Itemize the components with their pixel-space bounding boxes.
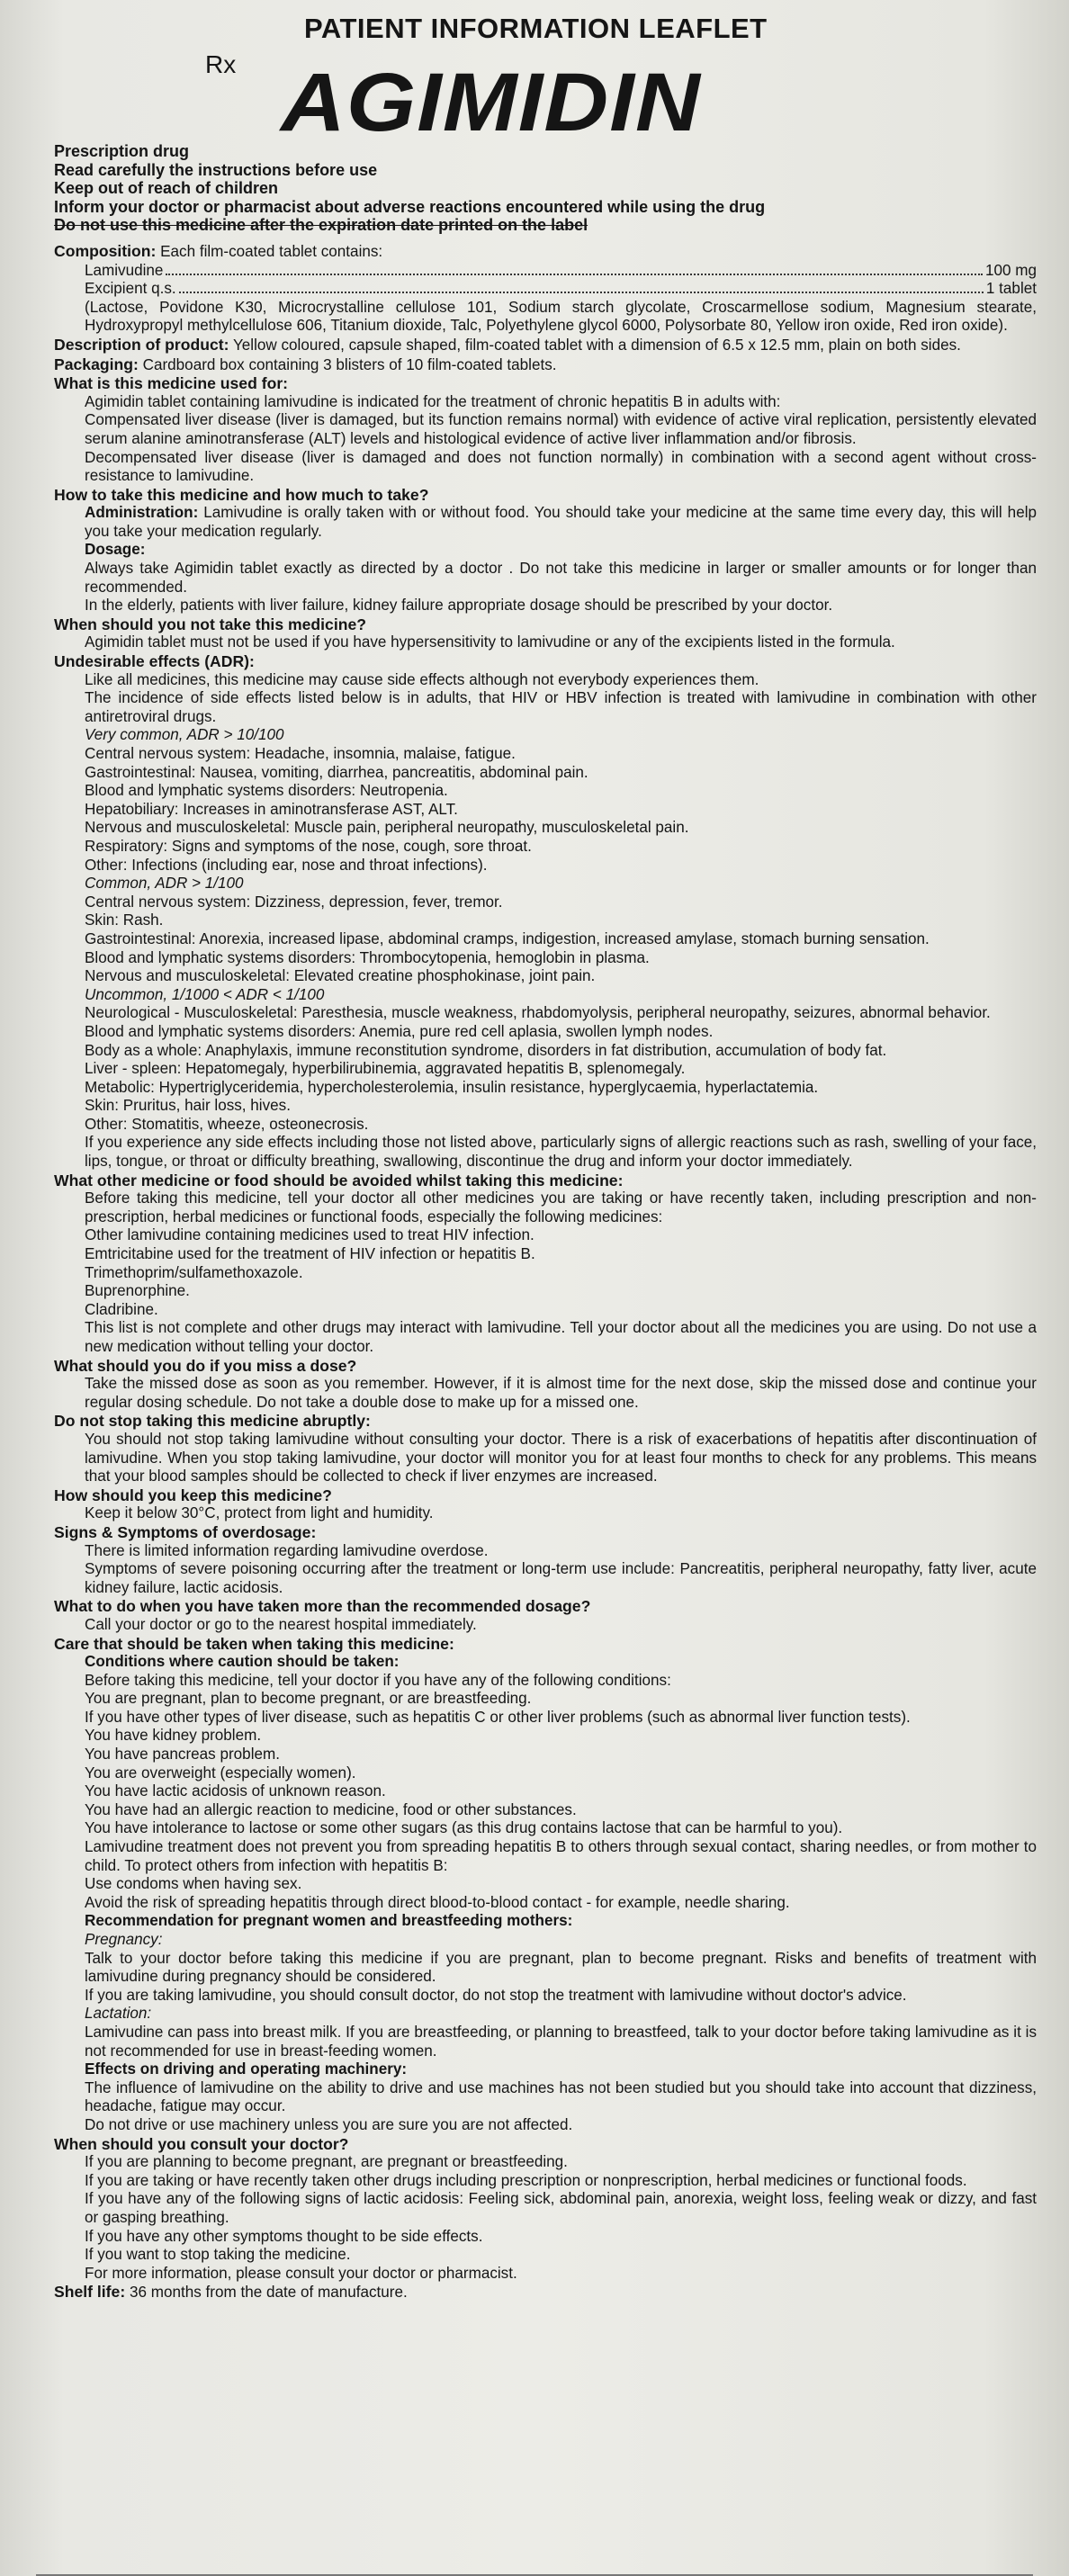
storage-text: Keep it below 30°C, protect from light and humidity. [85, 1504, 434, 1522]
caution-item: If you have other types of liver disease, such as hepatitis C or other liver problems (such as abnormal liver function tests). [85, 1708, 911, 1726]
overdose-signs-heading: Signs & Symptoms of overdosage: [54, 1522, 317, 1541]
caution-item: You have intolerance to lactose or some other sugars (as this drug contains lactose that can be harmful to you). [85, 1819, 843, 1837]
ingredient-name: Excipient q.s. [85, 280, 176, 298]
driving-line: Do not drive or use machinery unless you are sure you are not affected. [85, 2115, 573, 2133]
notice-prescription: Prescription drug [54, 142, 190, 160]
adr-line: Central nervous system: Headache, insomnia, malaise, fatigue. [85, 745, 516, 762]
composition-intro: Each film-coated tablet contains: [160, 242, 383, 260]
contraindication-text: Agimidin tablet must not be used if you have hypersensitivity to lamivudine or any of the excipients listed in the formula. [85, 633, 895, 651]
overdose-signs-line: Symptoms of severe poisoning occurring after the treatment or long-term use include: Pancreatitis, peripheral neuropathy, fatty liver, acute kidney failure, lactic acidosis. [85, 1560, 1037, 1596]
no-stop-section [54, 1412, 1037, 1485]
overdose-action-heading: What to do when you have taken more than the recommended dosage? [54, 1597, 591, 1616]
pregnancy-line: If you are taking lamivudine, you should consult doctor, do not stop the treatment with lamivudine without doctor's advice. [85, 1986, 907, 2004]
consult-line: If you have any other symptoms thought to be side effects. [85, 2227, 483, 2245]
adr-line: Metabolic: Hypertriglyceridemia, hypercholesterolemia, insulin resistance, hyperglycaemia, hyperlactatemia. [85, 1078, 819, 1096]
packaging-section [54, 355, 1037, 375]
interaction-line: Before taking this medicine, tell your doctor all other medicines you are taking or have recently taken, including prescription and non-prescription, herbal medicines or functional foods, especially the following medicines: [85, 1189, 1037, 1225]
notice-expiration: Do not use this medicine after the expiration date printed on the label [54, 216, 588, 235]
adr-frequency-label: Common, ADR > 1/100 [85, 875, 244, 893]
brand-name: AGIMIDIN [281, 57, 701, 148]
notice-inform-doctor: Inform your doctor or pharmacist about adverse reactions encountered while using the drug [54, 197, 766, 216]
description-section [54, 336, 1037, 355]
caution-item: Avoid the risk of spreading hepatitis through direct blood-to-blood contact - for example, needle sharing. [85, 1893, 790, 1911]
caution-item: You have kidney problem. [85, 1727, 262, 1745]
use-intro: Agimidin tablet containing lamivudine is indicated for the treatment of chronic hepatitis B in adults with: [85, 392, 781, 410]
driving-heading: Effects on driving and operating machinery: [85, 2060, 408, 2078]
administration-text: Lamivudine is orally taken with or without food. You should take your medicine at the same time every day, this will help you take your medication regularly. [85, 504, 1038, 540]
composition-section [54, 242, 1037, 336]
interaction-line: Cladribine. [85, 1300, 158, 1318]
missed-dose-heading: What should you do if you miss a dose? [54, 1356, 357, 1375]
pregnancy-line: Talk to your doctor before taking this medicine if you are pregnant, plan to become pregnant. Risks and benefits of treatment with lamivudine during pregnancy should be considered. [85, 1949, 1037, 1986]
interaction-line: Other lamivudine containing medicines used to treat HIV infection. [85, 1226, 534, 1244]
caution-item: Before taking this medicine, tell your doctor if you have any of the following conditions: [85, 1671, 671, 1689]
interaction-line: This list is not complete and other drugs may interact with lamivudine. Tell your doctor about all the medicines you are using. Do not use a new medication without telling your doctor. [85, 1319, 1037, 1355]
administration-heading: Administration: [85, 504, 199, 522]
adr-line: Like all medicines, this medicine may cause side effects although not everybody experiences them. [85, 670, 759, 688]
leader-dots [179, 292, 984, 293]
adr-line: Neurological - Musculoskeletal: Paresthesia, muscle weakness, rhabdomyolysis, peripheral neuropathy, seizures, abnormal behavior. [85, 1004, 991, 1022]
adr-line: Other: Stomatitis, wheeze, osteonecrosis. [85, 1115, 369, 1133]
composition-heading: Composition: [54, 241, 157, 260]
use-item: Compensated liver disease (liver is damaged, but its function remains normal) with evidence of active viral replication, persistently elevated serum alanine aminotransferase (ALT) levels and histological evidence of active liver inflammation and/or fibrosis. [85, 411, 1037, 447]
consult-line: If you are planning to become pregnant, are pregnant or breastfeeding. [85, 2153, 568, 2171]
ingredient-amount: 1 tablet [985, 280, 1037, 298]
packaging-heading: Packaging: [54, 355, 139, 373]
driving-line: The influence of lamivudine on the ability to drive and use machines has not been studied but you should take into account that dizziness, headache, fatigue may occur. [85, 2078, 1037, 2115]
storage-section [54, 1486, 1037, 1523]
dosage-item: In the elderly, patients with liver failure, kidney failure appropriate dosage should be prescribed by your doctor. [85, 597, 833, 615]
consult-line: If you have any of the following signs of lactic acidosis: Feeling sick, abdominal pain, anorexia, weight loss, feeling weak or dizzy, and fast or gasping breathing. [85, 2190, 1037, 2226]
ingredient-row [54, 262, 1037, 281]
howto-heading: How to take this medicine and how much to take? [54, 485, 429, 504]
notice-read-instructions: Read carefully the instructions before use [54, 160, 378, 179]
adr-line: Hepatobiliary: Increases in aminotransferase AST, ALT. [85, 800, 458, 818]
adr-line: Respiratory: Signs and symptoms of the nose, cough, sore throat. [85, 837, 532, 855]
adr-section [54, 652, 1037, 1171]
storage-heading: How should you keep this medicine? [54, 1485, 332, 1504]
interaction-heading: What other medicine or food should be avoided whilst taking this medicine: [54, 1171, 624, 1189]
adr-line: Blood and lymphatic systems disorders: Anemia, pure red cell aplasia, swollen lymph nodes. [85, 1022, 714, 1040]
caution-item: You have pancreas problem. [85, 1746, 280, 1764]
caution-heading: Conditions where caution should be taken: [85, 1653, 400, 1671]
adr-line: If you experience any side effects including those not listed above, particularly signs of allergic reactions such as rash, swelling of your face, lips, tongue, or throat or difficulty breathing, swallowing, discontinue the drug and inform your doctor immediately. [85, 1134, 1037, 1171]
adr-line: The incidence of side effects listed below is in adults, that HIV or HBV infection is treated with lamivudine in combination with other antiretroviral drugs. [85, 689, 1037, 725]
dosage-heading: Dosage: [85, 541, 146, 559]
ingredient-name: Lamivudine [85, 261, 164, 279]
ingredient-amount: 100 mg [984, 261, 1037, 279]
consult-heading: When should you consult your doctor? [54, 2134, 349, 2153]
contraindication-heading: When should you not take this medicine? [54, 615, 367, 633]
leaflet-header [0, 0, 1069, 148]
no-stop-heading: Do not stop taking this medicine abruptly: [54, 1412, 371, 1431]
use-section [54, 374, 1037, 486]
care-section [54, 1635, 1037, 2135]
adr-line: Other: Infections (including ear, nose and throat infections). [85, 856, 488, 874]
adr-line: Gastrointestinal: Nausea, vomiting, diarrhea, pancreatitis, abdominal pain. [85, 763, 588, 781]
caution-item: Use condoms when having sex. [85, 1875, 302, 1893]
shelf-life-text: 36 months from the date of manufacture. [129, 2284, 408, 2302]
overdose-action-section [54, 1597, 1037, 1634]
packaging-text: Cardboard box containing 3 blisters of 10 film-coated tablets. [142, 355, 557, 373]
consult-line: For more information, please consult your doctor or pharmacist. [85, 2264, 517, 2282]
contraindication-section [54, 615, 1037, 652]
adr-line: Nervous and musculoskeletal: Muscle pain, peripheral neuropathy, musculoskeletal pain. [85, 819, 689, 837]
excipient-list: (Lactose, Povidone K30, Microcrystalline cellulose 101, Sodium starch glycolate, Croscarmellose sodium, Magnesium stearate, Hydroxypropyl methylcellulose 606, Titanium dioxide, Talc, Polyethylene glycol 6000, Polysorbate 80, Yellow iron oxide, Red iron oxide). [85, 298, 1037, 335]
interaction-section [54, 1171, 1037, 1357]
adr-frequency-label: Uncommon, 1/1000 < ADR < 1/100 [85, 985, 325, 1003]
lactation-text: Lamivudine can pass into breast milk. If you are breastfeeding, or planning to breastfeed, talk to your doctor before taking lamivudine as it is not recommended for use in breast-feeding women. [85, 2023, 1037, 2060]
use-item: Decompensated liver disease (liver is damaged and does not function normally) in combination with a second agent without cross-resistance to lamivudine. [85, 448, 1037, 485]
notice-keep-away-children: Keep out of reach of children [54, 179, 279, 198]
adr-line: Central nervous system: Dizziness, depression, fever, tremor. [85, 893, 503, 911]
missed-dose-text: Take the missed dose as soon as you remember. However, if it is almost time for the next dose, skip the missed dose and continue your regular dosing schedule. Do not take a double dose to make up for a missed one. [85, 1375, 1037, 1411]
ingredient-row [54, 280, 1037, 299]
howto-section [54, 486, 1037, 615]
pregnancy-heading: Recommendation for pregnant women and breastfeeding mothers: [85, 1912, 573, 1930]
overdose-action-text: Call your doctor or go to the nearest hospital immediately. [85, 1615, 477, 1633]
adr-line: Blood and lymphatic systems disorders: Thrombocytopenia, hemoglobin in plasma. [85, 948, 650, 966]
leaflet-body [54, 142, 1037, 2302]
lactation-subheading: Lactation: [85, 2005, 152, 2023]
use-heading: What is this medicine used for: [54, 374, 289, 393]
caution-item: You have had an allergic reaction to medicine, food or other substances. [85, 1800, 577, 1818]
shelf-life-heading: Shelf life: [54, 2283, 126, 2302]
adr-line: Skin: Pruritus, hair loss, hives. [85, 1097, 291, 1115]
pregnancy-subheading: Pregnancy: [85, 1931, 163, 1948]
interaction-line: Buprenorphine. [85, 1282, 190, 1300]
consult-line: If you want to stop taking the medicine. [85, 2246, 351, 2264]
description-heading: Description of product: [54, 335, 229, 354]
adr-line: Nervous and musculoskeletal: Elevated creatine phosphokinase, joint pain. [85, 967, 596, 985]
adr-line: Skin: Rash. [85, 911, 164, 929]
missed-dose-section [54, 1357, 1037, 1413]
interaction-line: Trimethoprim/sulfamethoxazole. [85, 1263, 303, 1281]
care-heading: Care that should be taken when taking this medicine: [54, 1634, 454, 1653]
interaction-line: Emtricitabine used for the treatment of HIV infection or hepatitis B. [85, 1245, 535, 1263]
caution-item: You are pregnant, plan to become pregnant, or are breastfeeding. [85, 1690, 532, 1708]
dosage-item: Always take Agimidin tablet exactly as directed by a doctor . Do not take this medicine in larger or smaller amounts or for longer than recommended. [85, 560, 1037, 596]
consult-line: If you are taking or have recently taken other drugs including prescription or nonprescription, herbal medicines or functional foods. [85, 2171, 967, 2189]
caution-item: You are overweight (especially women). [85, 1764, 356, 1782]
overdose-signs-section [54, 1523, 1037, 1597]
overdose-signs-line: There is limited information regarding lamivudine overdose. [85, 1541, 489, 1559]
leaflet-title: PATIENT INFORMATION LEAFLET [304, 13, 768, 44]
adr-heading: Undesirable effects (ADR): [54, 652, 255, 671]
description-text: Yellow coloured, capsule shaped, film-coated tablet with a dimension of 6.5 x 12.5 mm, plain on both sides. [232, 336, 961, 354]
adr-line: Liver - spleen: Hepatomegaly, hyperbilirubinemia, aggravated hepatitis B, splenomegaly. [85, 1060, 686, 1078]
adr-line: Blood and lymphatic systems disorders: Neutropenia. [85, 782, 448, 800]
shelf-life-section [54, 2283, 1037, 2302]
notice-block [54, 142, 1037, 235]
caution-list [54, 1672, 1037, 1913]
adr-list [54, 671, 1037, 1171]
adr-line: Gastrointestinal: Anorexia, increased lipase, abdominal cramps, indigestion, increased amylase, stomach burning sensation. [85, 929, 930, 947]
leader-dots [166, 274, 983, 275]
no-stop-text: You should not stop taking lamivudine without consulting your doctor. There is a risk of exacerbations of hepatitis after discontinuation of lamivudine. When you stop taking lamivudine, your doctor will monitor you for at least four months to check for any problems. This means that your blood samples should be collected to check if liver enzymes are increased. [85, 1430, 1037, 1485]
adr-frequency-label: Very common, ADR > 10/100 [85, 726, 284, 744]
adr-line: Body as a whole: Anaphylaxis, immune reconstitution syndrome, disorders in fat distribution, accumulation of body fat. [85, 1041, 887, 1059]
rx-symbol: Rx [205, 50, 237, 78]
caution-item: You have lactic acidosis of unknown reason. [85, 1782, 386, 1800]
caution-item: Lamivudine treatment does not prevent you from spreading hepatitis B to others through sexual contact, sharing needles, or from mother to child. To protect others from infection with hepatitis B: [85, 1838, 1037, 1874]
consult-section [54, 2135, 1037, 2284]
